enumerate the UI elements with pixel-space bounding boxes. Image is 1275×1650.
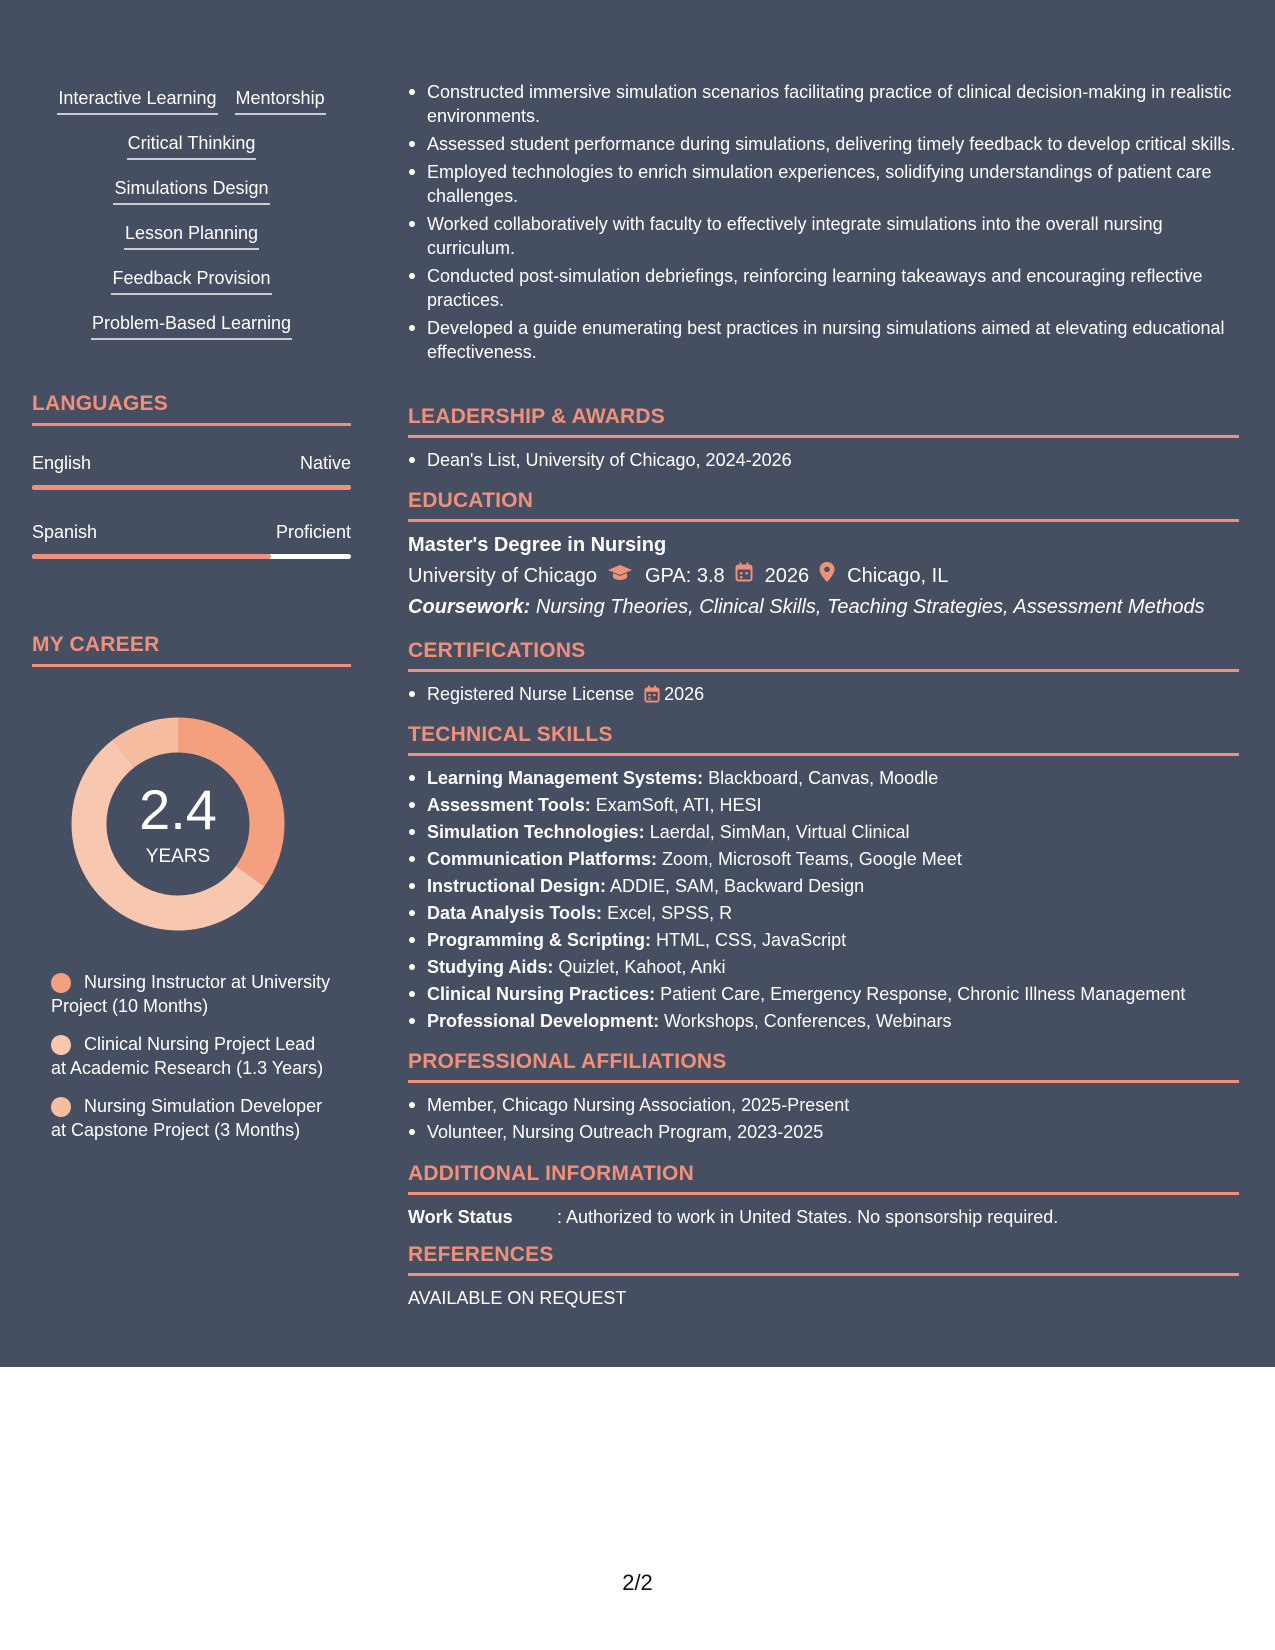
skill-category: Learning Management Systems: (427, 768, 704, 788)
career-legend-label: Nursing Simulation Developer at Capstone Project (3 Months) (51, 1096, 323, 1140)
section-divider (32, 423, 351, 426)
skill-category: Simulation Technologies: (427, 822, 645, 842)
technical-skill-item (408, 847, 1239, 871)
technical-skills-title: TECHNICAL SKILLS (408, 723, 613, 746)
skill-category: Studying Aids: (427, 957, 554, 977)
technical-skill-item (408, 928, 1239, 952)
skill-tag: Feedback Provision (111, 266, 271, 295)
education-section (408, 488, 1239, 621)
skill-category: Assessment Tools: (427, 795, 591, 815)
language-item (32, 521, 351, 561)
additional-info-title: ADDITIONAL INFORMATION (408, 1162, 694, 1185)
references-text: AVAILABLE ON REQUEST (408, 1288, 627, 1308)
leadership-section (408, 404, 1239, 472)
languages-section (32, 391, 351, 561)
language-bar-fill (32, 485, 351, 490)
affiliations-list (408, 1093, 1239, 1144)
technical-skill-item (408, 793, 1239, 817)
technical-skill-item (408, 766, 1239, 790)
career-legend-item (51, 970, 331, 1018)
certification-name: Registered Nurse License (427, 684, 635, 704)
technical-skills-section (408, 722, 1239, 1036)
language-bar-fill (32, 554, 271, 559)
section-divider (408, 1192, 1239, 1195)
skill-category: Programming & Scripting: (427, 930, 652, 950)
calendar-icon (644, 685, 660, 709)
skill-row (32, 311, 351, 356)
references-title: REFERENCES (408, 1243, 554, 1266)
technical-skill-item (408, 901, 1239, 925)
languages-title: LANGUAGES (32, 392, 168, 415)
references-section (408, 1242, 1239, 1310)
leadership-title: LEADERSHIP & AWARDS (408, 405, 665, 428)
skill-tag: Simulations Design (113, 176, 269, 205)
graduation-year: 2026 (764, 565, 810, 587)
legend-dot (51, 973, 71, 993)
career-total-unit: YEARS (145, 846, 211, 867)
coursework-list: Nursing Theories, Clinical Skills, Teaching Strategies, Assessment Methods (535, 596, 1205, 618)
skill-values: ADDIE, SAM, Backward Design (610, 876, 865, 896)
career-legend-label: Nursing Instructor at University Project (10 Months) (51, 972, 331, 1016)
skill-values: Blackboard, Canvas, Moodle (708, 768, 939, 788)
affiliations-title: PROFESSIONAL AFFILIATIONS (408, 1050, 727, 1073)
certifications-list (408, 682, 1239, 709)
skill-tag: Mentorship (235, 86, 326, 115)
skill-row (32, 176, 351, 221)
certifications-title: CERTIFICATIONS (408, 639, 586, 662)
career-donut-chart (66, 712, 290, 936)
experience-bullet: Employed technologies to enrich simulation experiences, solidifying understandings of patient care challenges. (408, 160, 1239, 208)
skill-tag: Interactive Learning (57, 86, 217, 115)
technical-skill-item (408, 955, 1239, 979)
skill-row (32, 86, 351, 131)
skill-category: Clinical Nursing Practices: (427, 984, 656, 1004)
skill-values: Excel, SPSS, R (607, 903, 733, 923)
language-name: Spanish (32, 522, 98, 542)
experience-bullet: Developed a guide enumerating best practices in nursing simulations aimed at elevating educational effectiveness. (408, 316, 1239, 364)
school-location: Chicago, IL (847, 565, 949, 587)
career-total-value: 2.4 (139, 778, 217, 841)
school-name: University of Chicago (408, 565, 597, 587)
skill-values: ExamSoft, ATI, HESI (595, 795, 762, 815)
section-divider (408, 435, 1239, 438)
certifications-section (408, 638, 1239, 709)
skill-values: Laerdal, SimMan, Virtual Clinical (649, 822, 910, 842)
experience-bullet: Assessed student performance during simulations, delivering timely feedback to develop critical skills. (408, 132, 1239, 156)
section-divider (408, 669, 1239, 672)
career-legend-item (51, 1094, 331, 1142)
calendar-icon (735, 562, 753, 590)
graduation-cap-icon (607, 562, 633, 590)
skill-values: HTML, CSS, JavaScript (656, 930, 847, 950)
career-legend-item (51, 1032, 331, 1080)
skill-values: Zoom, Microsoft Teams, Google Meet (662, 849, 962, 869)
experience-bullets (408, 80, 1239, 368)
skills-tags (32, 86, 351, 356)
skill-row (32, 266, 351, 311)
language-bar (32, 485, 351, 490)
skill-values: Quizlet, Kahoot, Anki (558, 957, 726, 977)
location-pin-icon (819, 562, 835, 590)
language-bar (32, 554, 351, 559)
skill-values: Workshops, Conferences, Webinars (664, 1011, 952, 1031)
work-status-row (408, 1205, 1239, 1229)
affiliations-section (408, 1049, 1239, 1144)
skill-values: Patient Care, Emergency Response, Chronic Illness Management (660, 984, 1186, 1004)
skill-category: Instructional Design: (427, 876, 607, 896)
legend-dot (51, 1035, 71, 1055)
skill-row (32, 221, 351, 266)
skill-tag: Problem-Based Learning (91, 311, 292, 340)
skill-category: Data Analysis Tools: (427, 903, 603, 923)
degree-name: Master's Degree in Nursing (408, 534, 667, 556)
language-item (32, 452, 351, 492)
section-divider (408, 1273, 1239, 1276)
language-level: Native (299, 453, 351, 473)
leadership-list (408, 448, 1239, 472)
technical-skill-item (408, 820, 1239, 844)
language-name: English (32, 453, 92, 473)
experience-bullet: Constructed immersive simulation scenarios facilitating practice of clinical decision-making in realistic environments. (408, 80, 1239, 128)
section-divider (32, 664, 351, 667)
certification-item (408, 682, 1239, 709)
section-divider (408, 519, 1239, 522)
education-meta (408, 562, 1239, 590)
gpa: GPA: 3.8 (644, 565, 725, 587)
affiliation-item: Volunteer, Nursing Outreach Program, 2023-2025 (408, 1120, 1239, 1144)
career-title: MY CAREER (32, 633, 160, 656)
skill-category: Communication Platforms: (427, 849, 658, 869)
experience-bullet: Worked collaboratively with faculty to effectively integrate simulations into the overall nursing curriculum. (408, 212, 1239, 260)
work-status-label: Work Status (408, 1207, 513, 1227)
experience-bullet: Conducted post-simulation debriefings, reinforcing learning takeaways and encouraging reflective practices. (408, 264, 1239, 312)
language-level: Proficient (275, 522, 351, 542)
technical-skills-list (408, 766, 1239, 1033)
skill-category: Professional Development: (427, 1011, 660, 1031)
skill-tag: Lesson Planning (124, 221, 259, 250)
coursework-label: Coursework: (408, 596, 531, 618)
section-divider (408, 1080, 1239, 1083)
career-section (32, 632, 351, 1140)
page-number: 2/2 (622, 1570, 653, 1595)
legend-dot (51, 1097, 71, 1117)
section-divider (408, 753, 1239, 756)
additional-info-section (408, 1161, 1239, 1229)
skill-row (32, 131, 351, 176)
career-legend (51, 970, 331, 1156)
career-legend-label: Clinical Nursing Project Lead at Academic Research (1.3 Years) (51, 1034, 324, 1078)
certification-year: 2026 (664, 684, 705, 704)
technical-skill-item (408, 874, 1239, 898)
work-status-value: : Authorized to work in United States. No sponsorship required. (557, 1207, 1059, 1227)
affiliation-item: Member, Chicago Nursing Association, 2025-Present (408, 1093, 1239, 1117)
education-title: EDUCATION (408, 489, 534, 512)
technical-skill-item (408, 982, 1239, 1006)
technical-skill-item (408, 1009, 1239, 1033)
skill-tag: Critical Thinking (127, 131, 257, 160)
leadership-item: Dean's List, University of Chicago, 2024-2026 (408, 448, 1239, 472)
coursework (408, 593, 1239, 621)
